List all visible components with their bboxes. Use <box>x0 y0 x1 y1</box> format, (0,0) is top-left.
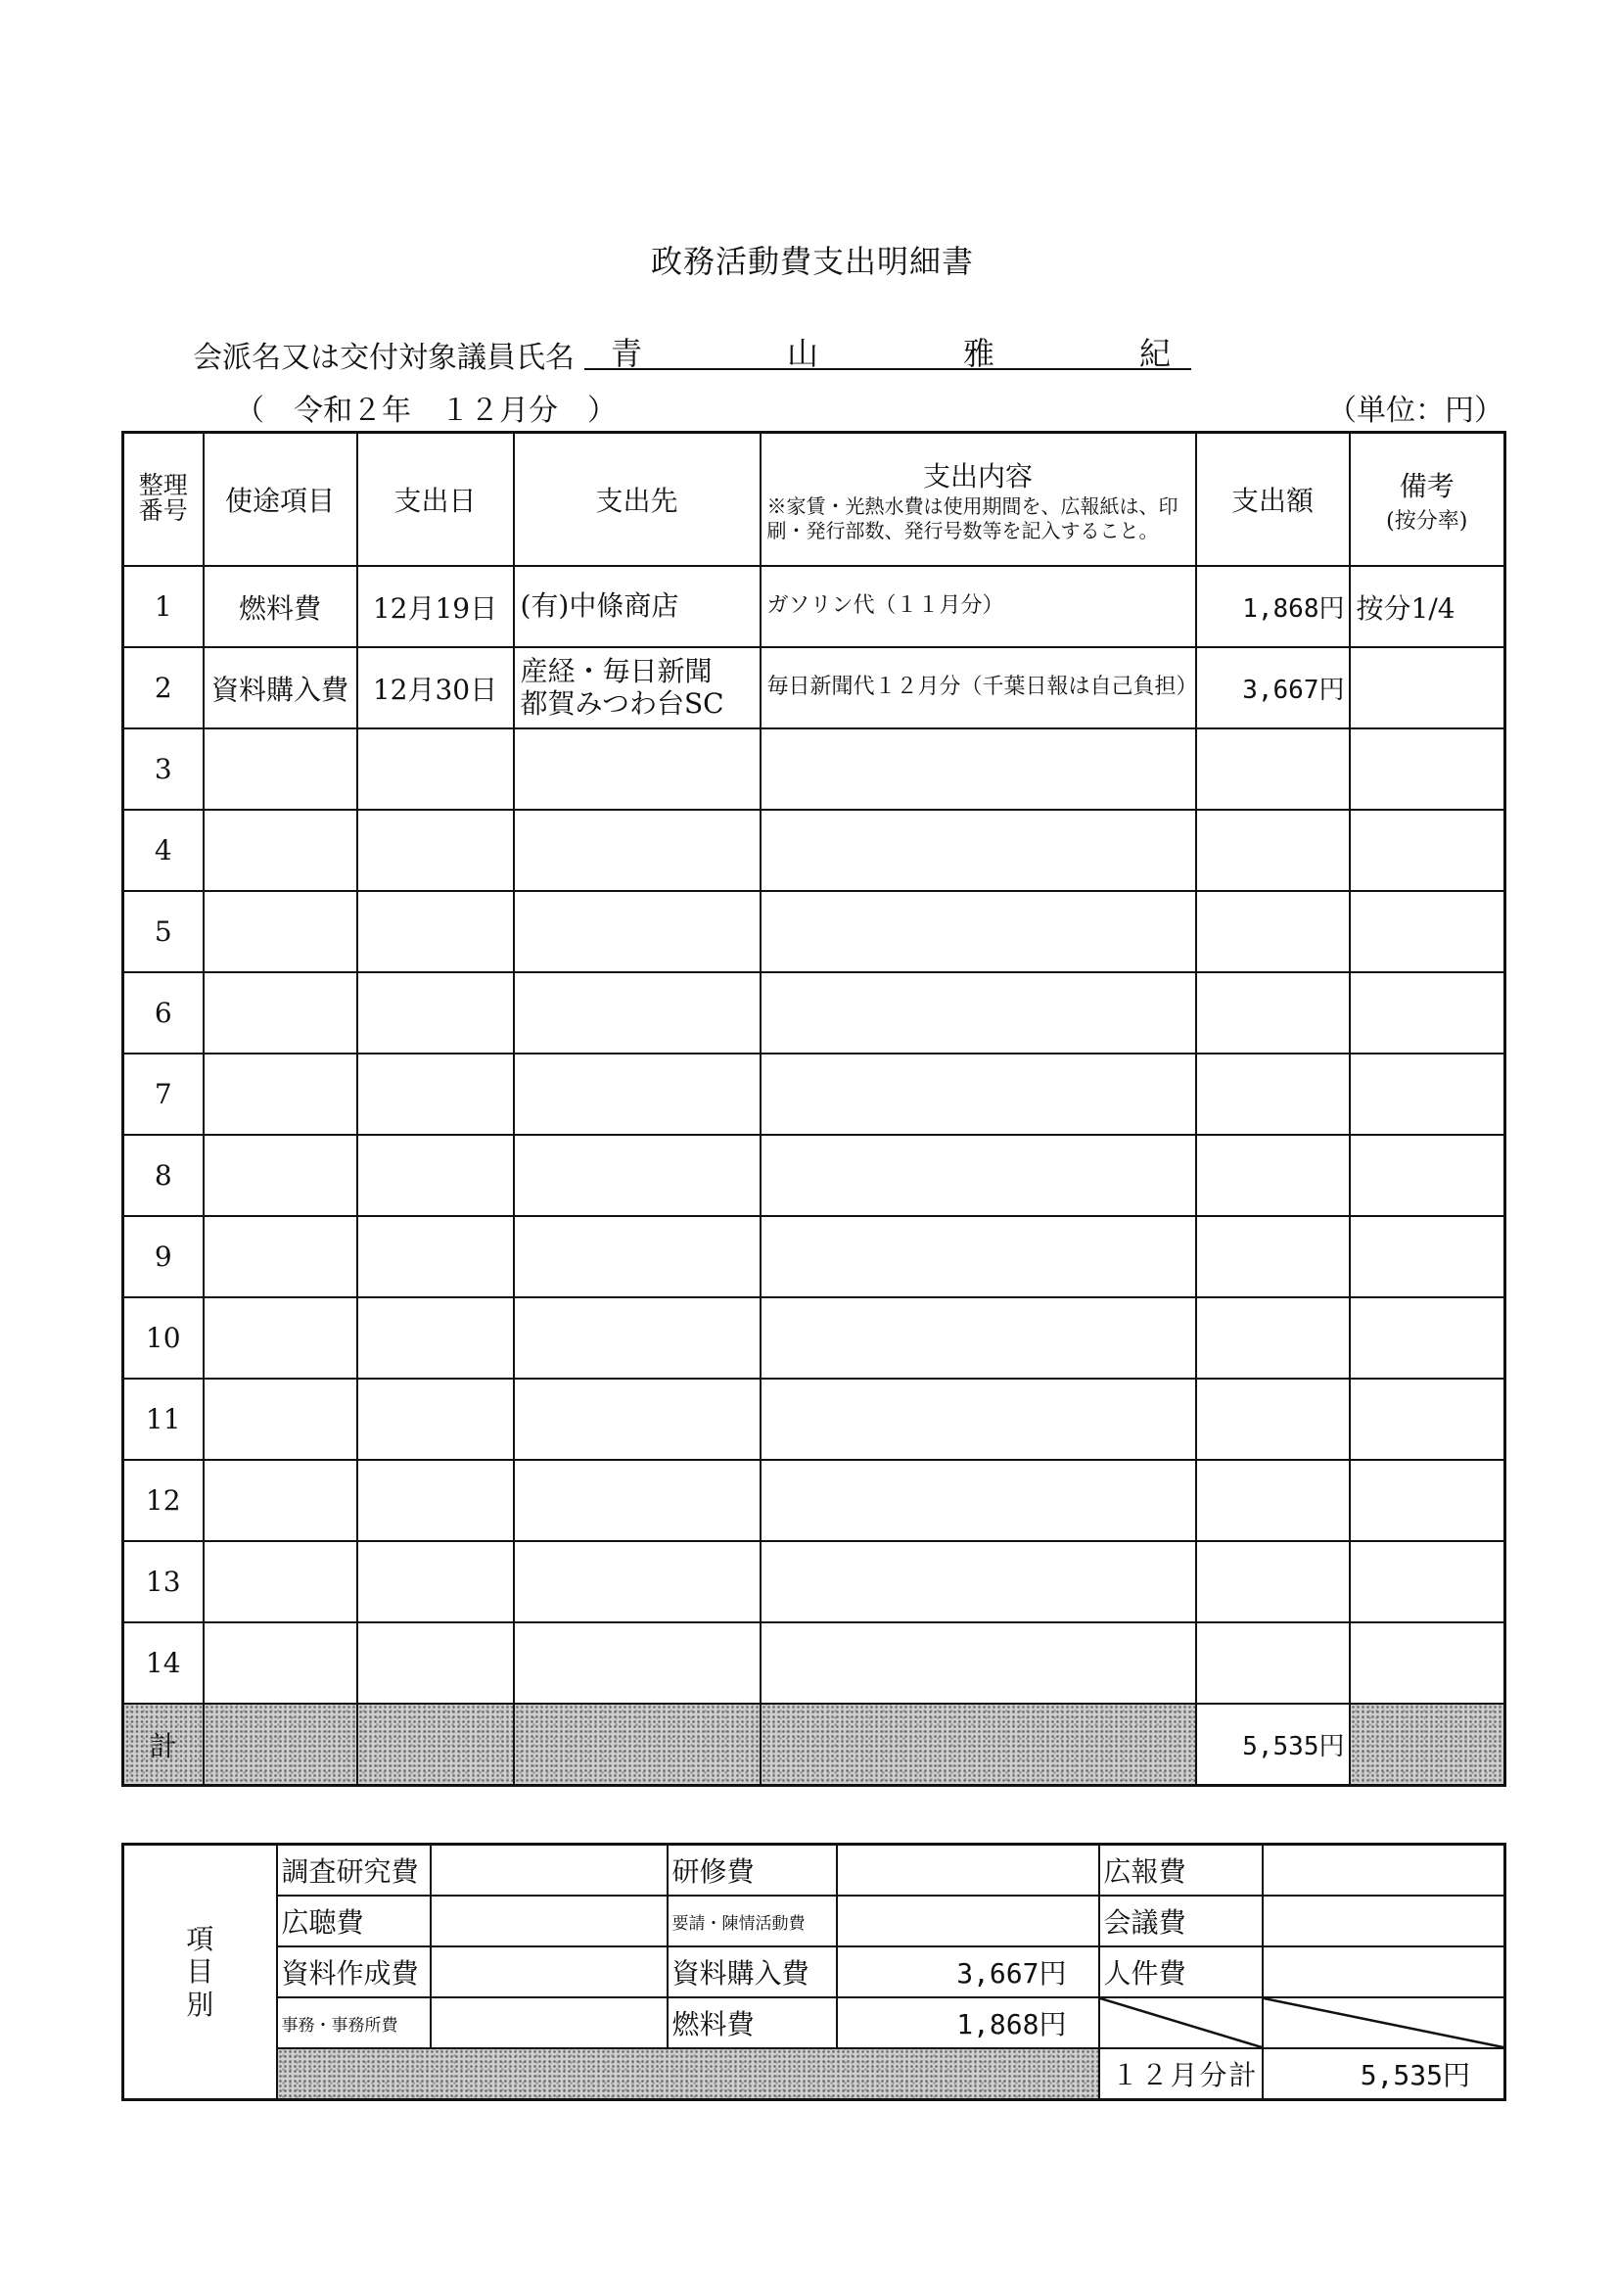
row-content: ガソリン代（１１月分） <box>761 566 1196 647</box>
row-content: 毎日新聞代１２月分（千葉日報は自己負担） <box>761 647 1196 728</box>
row-purpose <box>204 972 357 1054</box>
member-name-char: 雅 <box>962 335 994 372</box>
category-section-label: 項目別 <box>123 1845 277 2100</box>
row-no: 14 <box>123 1622 204 1704</box>
row-content <box>761 1622 1196 1704</box>
row-date <box>357 972 514 1054</box>
row-payee <box>514 891 761 972</box>
row-date <box>357 1297 514 1379</box>
row-no: 9 <box>123 1216 204 1297</box>
header-remarks-sub: (按分率) <box>1386 508 1468 534</box>
member-name-char: 山 <box>786 335 818 372</box>
row-payee <box>514 1054 761 1135</box>
row-purpose <box>204 1541 357 1622</box>
row-remarks <box>1350 972 1505 1054</box>
page-title: 政務活動費支出明細書 <box>650 243 974 280</box>
row-content <box>761 1541 1196 1622</box>
row-date <box>357 1460 514 1541</box>
header-no: 整理番号 <box>123 433 204 567</box>
category-value <box>431 1946 668 1997</box>
total-label: 計 <box>123 1704 204 1786</box>
table-row <box>123 1460 1505 1541</box>
row-amount: 1,868円 <box>1196 566 1350 647</box>
row-payee: (有)中條商店 <box>514 566 761 647</box>
row-remarks <box>1350 1135 1505 1216</box>
row-date <box>357 810 514 891</box>
row-payee <box>514 728 761 810</box>
category-label: 資料購入費 <box>668 1946 837 1997</box>
row-content <box>761 1379 1196 1460</box>
row-no: 4 <box>123 810 204 891</box>
category-label: 調査研究費 <box>277 1845 431 1897</box>
row-remarks <box>1350 1054 1505 1135</box>
row-payee <box>514 810 761 891</box>
header-purpose: 使途項目 <box>204 433 357 567</box>
row-purpose <box>204 810 357 891</box>
row-amount <box>1196 1054 1350 1135</box>
row-amount <box>1196 1541 1350 1622</box>
row-remarks <box>1350 1460 1505 1541</box>
row-purpose <box>204 1622 357 1704</box>
category-value <box>1263 1845 1505 1897</box>
row-payee <box>514 1216 761 1297</box>
row-content <box>761 728 1196 810</box>
category-label: 人件費 <box>1099 1946 1263 1997</box>
row-amount <box>1196 891 1350 972</box>
category-row <box>123 1896 1505 1946</box>
monthly-total-value: 5,535円 <box>1263 2048 1505 2100</box>
category-label: 資料作成費 <box>277 1946 431 1997</box>
row-no: 3 <box>123 728 204 810</box>
row-remarks <box>1350 1541 1505 1622</box>
table-row <box>123 1622 1505 1704</box>
row-purpose <box>204 1135 357 1216</box>
member-label: 会派名又は交付対象議員氏名 <box>193 341 575 375</box>
row-remarks: 按分1/4 <box>1350 566 1505 647</box>
category-label: 広報費 <box>1099 1845 1263 1897</box>
row-no: 1 <box>123 566 204 647</box>
category-row <box>123 1845 1505 1897</box>
row-remarks <box>1350 891 1505 972</box>
header-date: 支出日 <box>357 433 514 567</box>
total-row <box>123 1704 1505 1786</box>
row-no: 7 <box>123 1054 204 1135</box>
table-row <box>123 810 1505 891</box>
row-date <box>357 1135 514 1216</box>
row-no: 13 <box>123 1541 204 1622</box>
shaded-cell <box>204 1704 357 1786</box>
row-amount <box>1196 1135 1350 1216</box>
row-remarks <box>1350 1379 1505 1460</box>
row-remarks <box>1350 647 1505 728</box>
header-content-title: 支出内容 <box>922 460 1033 492</box>
table-row <box>123 647 1505 728</box>
row-no: 6 <box>123 972 204 1054</box>
table-row <box>123 972 1505 1054</box>
row-date: 12月30日 <box>357 647 514 728</box>
row-purpose <box>204 1379 357 1460</box>
row-date <box>357 1216 514 1297</box>
row-payee <box>514 972 761 1054</box>
category-row <box>123 1997 1505 2048</box>
shaded-cell <box>357 1704 514 1786</box>
row-amount <box>1196 810 1350 891</box>
diagonal-slash <box>1099 1997 1263 2048</box>
row-amount <box>1196 1297 1350 1379</box>
category-value <box>431 1896 668 1946</box>
category-label: 事務・事務所費 <box>277 1997 431 2048</box>
row-purpose <box>204 1297 357 1379</box>
period-label: （ 令和２年 １２月分 ） <box>235 394 617 428</box>
shaded-cell <box>514 1704 761 1786</box>
category-value <box>837 1845 1099 1897</box>
category-label: 研修費 <box>668 1845 837 1897</box>
category-label: 広聴費 <box>277 1896 431 1946</box>
row-date: 12月19日 <box>357 566 514 647</box>
row-content <box>761 1297 1196 1379</box>
row-purpose <box>204 1460 357 1541</box>
row-amount <box>1196 1460 1350 1541</box>
table-row <box>123 1379 1505 1460</box>
row-amount <box>1196 1216 1350 1297</box>
category-value: 3,667円 <box>837 1946 1099 1997</box>
shaded-cell <box>1350 1704 1505 1786</box>
row-content <box>761 891 1196 972</box>
row-date <box>357 1054 514 1135</box>
category-value <box>431 1845 668 1897</box>
row-purpose <box>204 891 357 972</box>
row-content <box>761 972 1196 1054</box>
total-amount: 5,535円 <box>1196 1704 1350 1786</box>
row-purpose: 資料購入費 <box>204 647 357 728</box>
row-content <box>761 1216 1196 1297</box>
row-amount <box>1196 728 1350 810</box>
row-content <box>761 810 1196 891</box>
expense-table <box>121 431 1506 1787</box>
row-no: 10 <box>123 1297 204 1379</box>
row-date <box>357 891 514 972</box>
table-row <box>123 1216 1505 1297</box>
header-amount: 支出額 <box>1196 433 1350 567</box>
table-row <box>123 728 1505 810</box>
unit-label: （単位：円） <box>1327 394 1503 428</box>
row-no: 2 <box>123 647 204 728</box>
table-row <box>123 1135 1505 1216</box>
row-remarks <box>1350 1297 1505 1379</box>
member-name-underline <box>584 368 1191 370</box>
category-label: 要請・陳情活動費 <box>668 1896 837 1946</box>
table-header-row <box>123 433 1505 567</box>
table-row <box>123 1054 1505 1135</box>
row-no: 8 <box>123 1135 204 1216</box>
category-value <box>431 1997 668 2048</box>
row-purpose <box>204 1216 357 1297</box>
table-row <box>123 566 1505 647</box>
shaded-cell <box>761 1704 1196 1786</box>
shaded-cell <box>277 2048 1099 2100</box>
row-date <box>357 1541 514 1622</box>
row-payee <box>514 1541 761 1622</box>
row-amount <box>1196 972 1350 1054</box>
category-value <box>1263 1896 1505 1946</box>
monthly-total-label: １２月分計 <box>1099 2048 1263 2100</box>
category-row <box>123 1946 1505 1997</box>
row-purpose: 燃料費 <box>204 566 357 647</box>
table-row <box>123 1541 1505 1622</box>
category-value <box>837 1896 1099 1946</box>
row-remarks <box>1350 810 1505 891</box>
row-content <box>761 1054 1196 1135</box>
row-purpose <box>204 728 357 810</box>
category-value <box>1263 1946 1505 1997</box>
row-payee <box>514 1379 761 1460</box>
header-remarks-title: 備考 <box>1399 469 1455 502</box>
diagonal-slash <box>1263 1997 1505 2048</box>
category-label: 燃料費 <box>668 1997 837 2048</box>
row-amount: 3,667円 <box>1196 647 1350 728</box>
category-table <box>121 1843 1506 2101</box>
row-date <box>357 728 514 810</box>
row-content <box>761 1460 1196 1541</box>
row-purpose <box>204 1054 357 1135</box>
category-value: 1,868円 <box>837 1997 1099 2048</box>
table-row <box>123 1297 1505 1379</box>
row-payee <box>514 1460 761 1541</box>
row-date <box>357 1379 514 1460</box>
row-no: 12 <box>123 1460 204 1541</box>
header-payee: 支出先 <box>514 433 761 567</box>
header-remarks <box>1350 433 1505 567</box>
row-payee: 産経・毎日新聞 都賀みつわ台SC <box>514 647 761 728</box>
row-content <box>761 1135 1196 1216</box>
member-name-char: 紀 <box>1138 335 1171 372</box>
row-remarks <box>1350 1216 1505 1297</box>
header-content-note: ※家賃・光熱水費は使用期間を、広報紙は、印刷・発行部数、発行号数等を記入すること。 <box>766 494 1178 542</box>
table-row <box>123 891 1505 972</box>
row-date <box>357 1622 514 1704</box>
row-no: 5 <box>123 891 204 972</box>
category-total-row <box>123 2048 1505 2100</box>
row-payee <box>514 1135 761 1216</box>
row-payee <box>514 1622 761 1704</box>
row-amount <box>1196 1379 1350 1460</box>
row-payee <box>514 1297 761 1379</box>
row-amount <box>1196 1622 1350 1704</box>
row-remarks <box>1350 728 1505 810</box>
category-label: 会議費 <box>1099 1896 1263 1946</box>
row-no: 11 <box>123 1379 204 1460</box>
row-remarks <box>1350 1622 1505 1704</box>
member-name-char: 青 <box>610 335 642 372</box>
header-content <box>761 433 1196 567</box>
